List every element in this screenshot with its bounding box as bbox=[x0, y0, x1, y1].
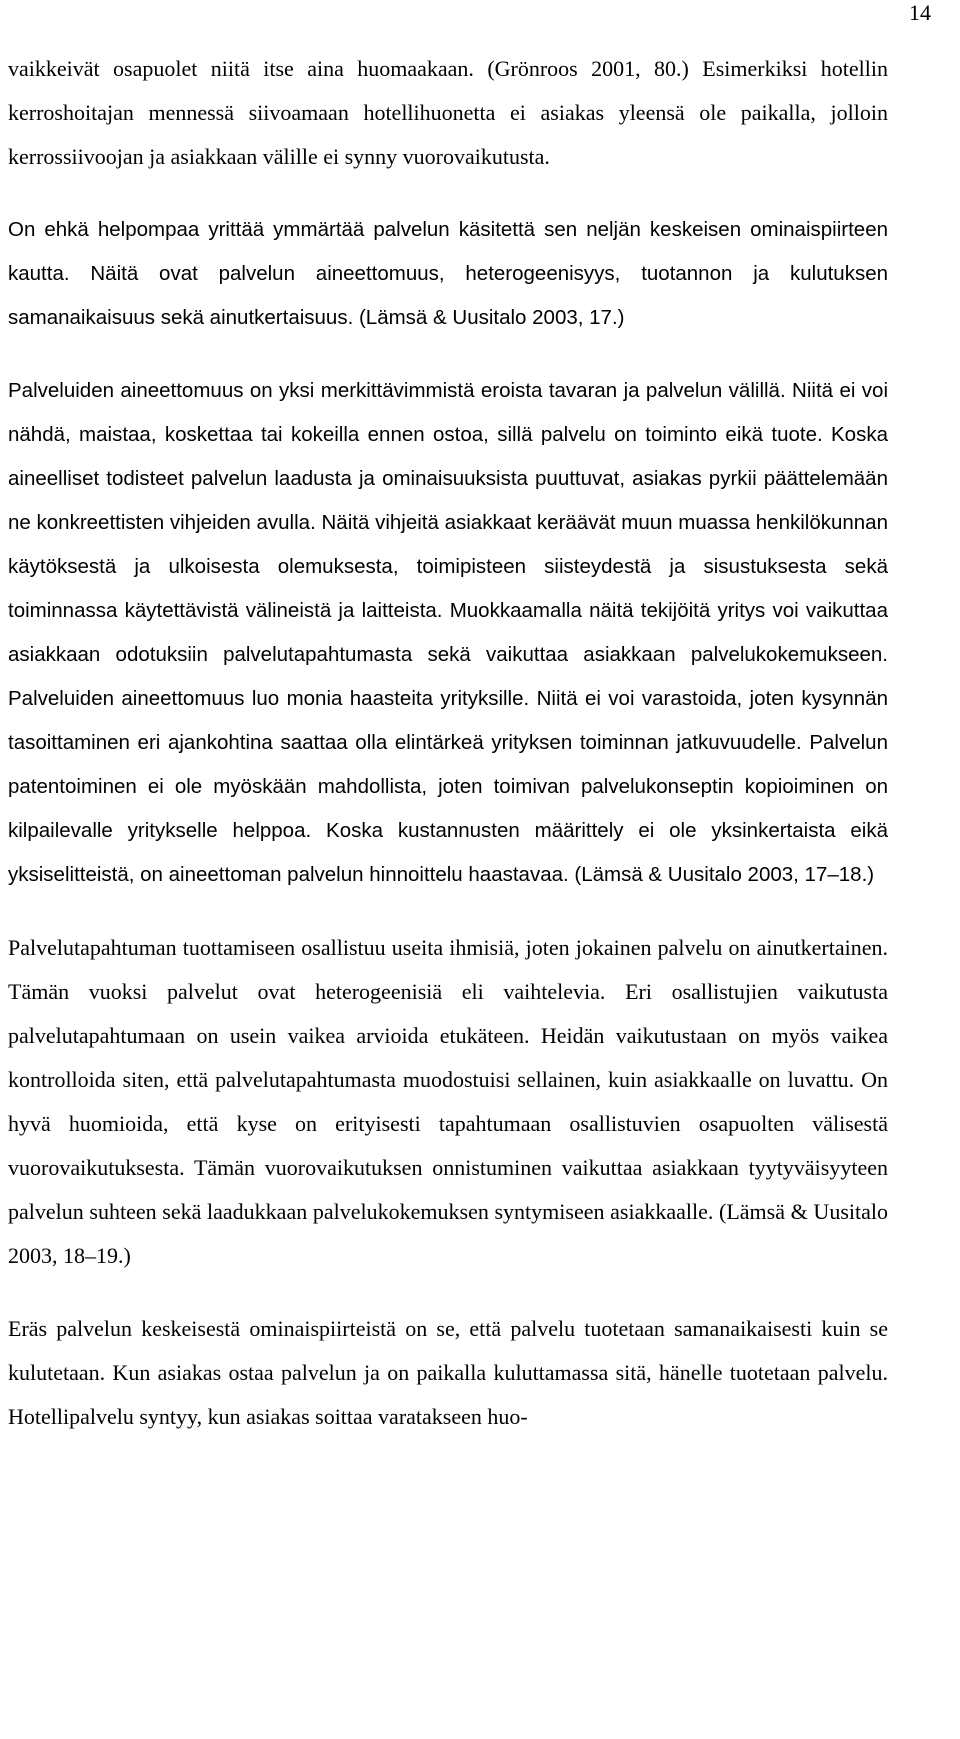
paragraph-3: Palveluiden aineettomuus on yksi merkittävimmistä eroista tavaran ja palvelun välillä. Niitä ei voi nähdä, maistaa, koskettaa tai kokeilla ennen ostoa, sillä palvelu on toiminto eikä tuote. Koska aineelliset todisteet palvelun laadusta ja ominaisuuksista puuttuvat, asiakas pyrkii päättelemään ne konkreettisten vihjeiden avulla. Näitä vihjeitä asiakkaat keräävät muun muassa henkilökunnan käytöksestä ja ulkoisesta olemuksesta, toimipisteen siisteydestä ja sisustuksesta sekä toiminnassa käytettävistä välineistä ja laitteista. Muokkaamalla näitä tekijöitä yritys voi vaikuttaa asiakkaan odotuksiin palvelutapahtumasta sekä vaikuttaa asiakkaan palvelukokemukseen. Palveluiden aineettomuus luo monia haasteita yrityksille. Niitä ei voi varastoida, joten kysynnän tasoittaminen eri ajankohtina saattaa olla elintärkeä yrityksen toiminnan jatkuvuudelle. Palvelun patentoiminen ei ole myöskään mahdollista, joten toimivan palvelukonseptin kopioiminen on kilpailevalle yritykselle helppoa. Koska kustannusten määrittely ei ole yksinkertaista eikä yksiselitteistä, on aineettoman palvelun hinnoittelu haastavaa. (Lämsä & Uusitalo 2003, 17–18.) bbox=[8, 379, 888, 886]
paragraph-5: Eräs palvelun keskeisestä ominaispiirteistä on se, että palvelu tuotetaan samanaikaisesti kuin se kulutetaan. Kun asiakas ostaa palvelun ja on paikalla kuluttamassa sitä, hänelle tuotetaan palvelu. Hotellipalvelu syntyy, kun asiakas soittaa varatakseen huo- bbox=[8, 1316, 888, 1429]
paragraph-2: On ehkä helpompaa yrittää ymmärtää palvelun käsitettä sen neljän keskeisen ominaispiirteen kautta. Näitä ovat palvelun aineettomuus, heterogeenisyys, tuotannon ja kulutuksen samanaikaisuus sekä ainutkertaisuus. (Lämsä & Uusitalo 2003, 17.) bbox=[8, 218, 888, 329]
document-body bbox=[8, 47, 888, 1439]
paragraph-1: vaikkeivät osapuolet niitä itse aina huomaakaan. (Grönroos 2001, 80.) Esimerkiksi hotellin kerroshoitajan mennessä siivoamaan hotellihuonetta ei asiakas yleensä ole paikalla, jolloin kerrossiivoojan ja asiakkaan välille ei synny vuorovaikutusta. bbox=[8, 56, 888, 169]
paragraph-4: Palvelutapahtuman tuottamiseen osallistuu useita ihmisiä, joten jokainen palvelu on ainutkertainen. Tämän vuoksi palvelut ovat heterogeenisiä eli vaihtelevia. Eri osallistujien vaikutusta palvelutapahtumaan on usein vaikea arvioida etukäteen. Heidän vaikutustaan on myös vaikea kontrolloida siten, että palvelutapahtumasta muodostuisi sellainen, kuin asiakkaalle on luvattu. On hyvä huomioida, että kyse on erityisesti tapahtumaan osallistuvien osapuolten välisestä vuorovaikutuksesta. Tämän vuorovaikutuksen onnistuminen vaikuttaa asiakkaan tyytyväisyyteen palvelun suhteen sekä laadukkaan palvelukokemuksen syntymiseen asiakkaalle. (Lämsä & Uusitalo 2003, 18–19.) bbox=[8, 935, 888, 1268]
page-number: 14 bbox=[909, 0, 931, 25]
